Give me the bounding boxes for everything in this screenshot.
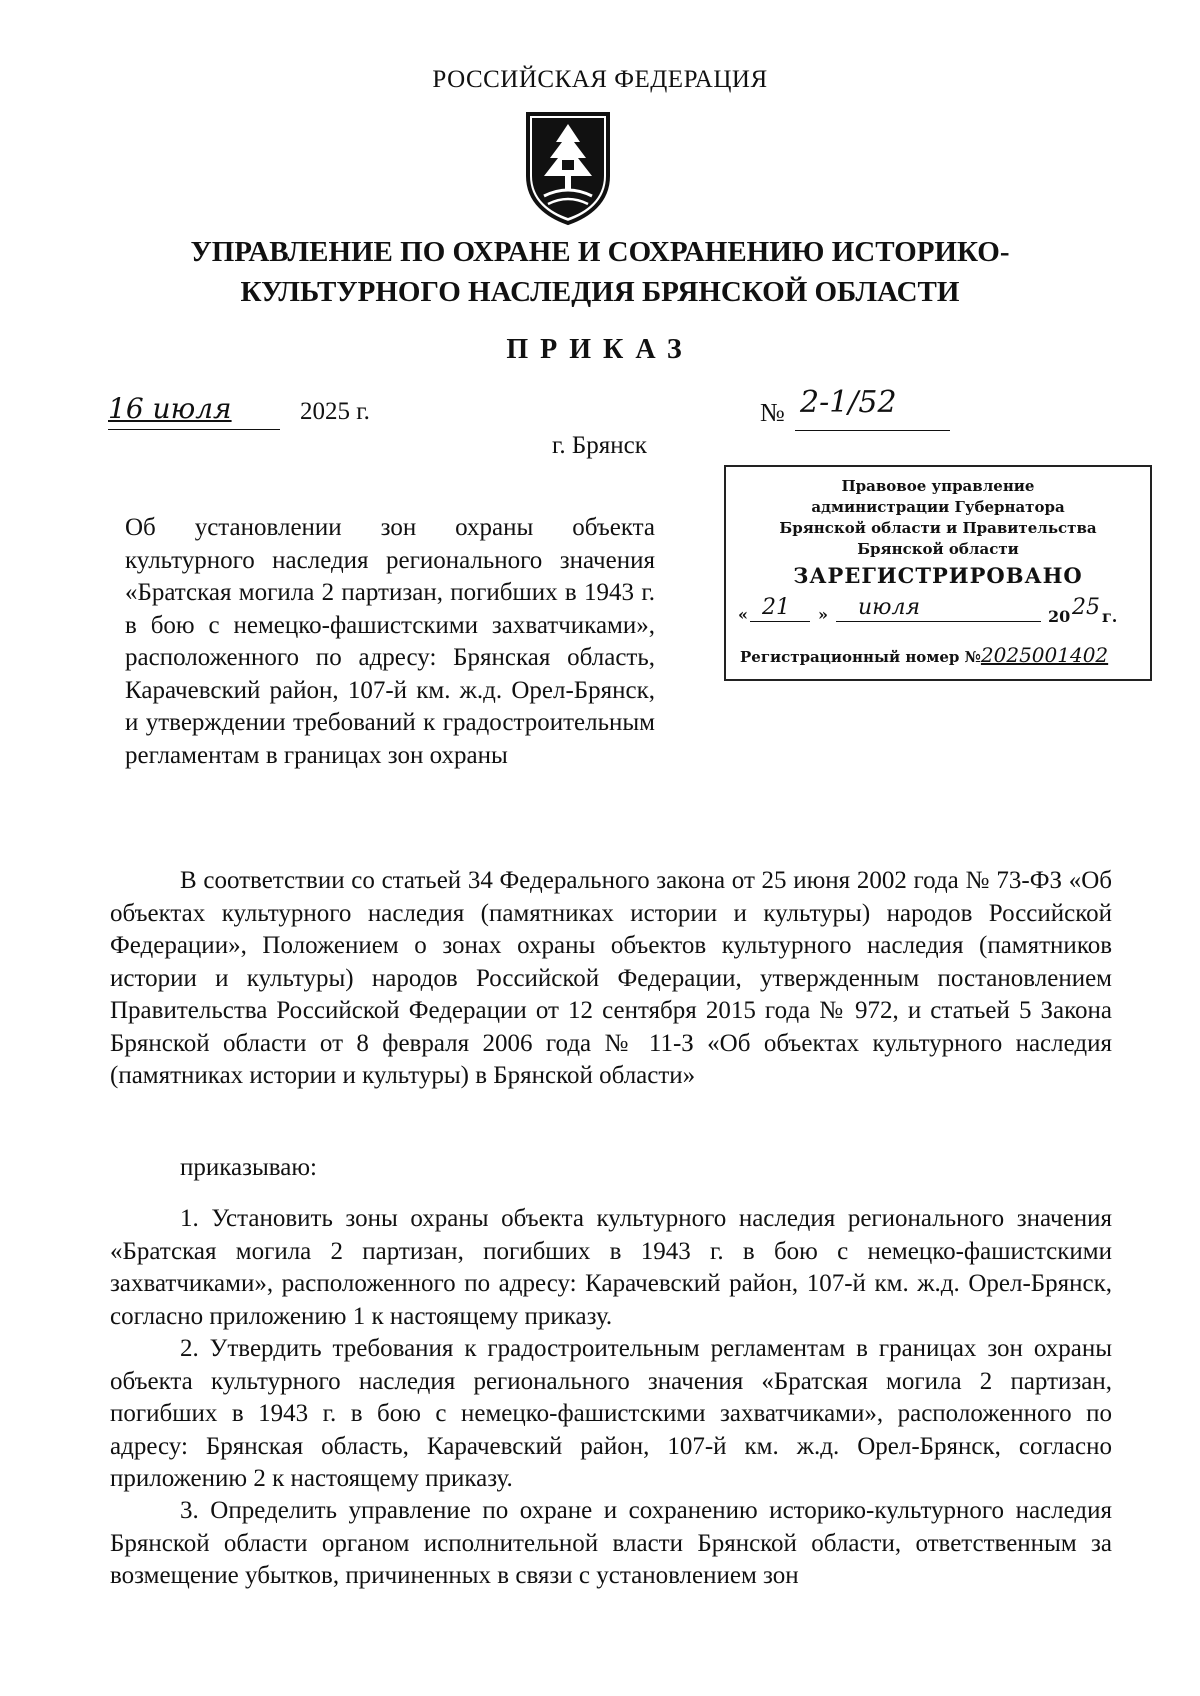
order-date-handwritten: 16 июля — [108, 392, 232, 425]
registration-stamp — [724, 465, 1152, 681]
agency-name-line1: УПРАВЛЕНИЕ ПО ОХРАНЕ И СОХРАНЕНИЮ ИСТОРИКО- — [190, 236, 1010, 268]
stamp-regnum-label: Регистрационный номер № — [740, 648, 981, 666]
order-number-handwritten: 2-1/52 — [800, 385, 897, 420]
order-item-2: 2. Утвердить требования к градостроительным регламентам в границах зон охраны объекта культурного наследия регионального значения «Братская могила 2 партизан, погибших в 1943 г. в бою с немецко-фашистскими захватчиками», расположенного по адресу: Брянская область, Карачевский район, 107-й км. ж.д. Орел-Брянск, согласно приложению 2 к настоящему приказу. — [110, 1335, 1112, 1492]
stamp-line2: администрации Губернатора — [811, 498, 1065, 516]
stamp-line3: Брянской области и Правительства — [779, 519, 1097, 537]
order-year: 2025 г. — [300, 398, 370, 425]
decree-word: приказываю: — [180, 1154, 317, 1181]
country-heading: РОССИЙСКАЯ ФЕДЕРАЦИЯ — [432, 66, 768, 93]
order-number-label: № — [760, 398, 785, 427]
order-number-underline — [795, 430, 950, 431]
stamp-date-close: » — [818, 605, 828, 624]
stamp-year-suffix: г. — [1102, 607, 1118, 626]
stamp-year-handwritten: 25 — [1072, 595, 1100, 620]
stamp-line4: Брянской области — [857, 540, 1019, 558]
stamp-line1: Правовое управление — [841, 477, 1035, 495]
bryansk-coat-of-arms-icon — [522, 110, 614, 226]
stamp-registered: ЗАРЕГИСТРИРОВАНО — [793, 563, 1083, 588]
stamp-day-handwritten: 21 — [762, 595, 790, 620]
stamp-regnum-handwritten: 2025001402 — [980, 643, 1109, 667]
document-subject: Об установлении зон охраны объекта культурного наследия регионального значения «Братская могила 2 партизан, погибших в 1943 г. в бою с немецко-фашистскими захватчиками», расположенного по адресу: Брянская область, Карачевский район, 107-й км. ж.д. Орел-Брянск, и утверждении требований к градостроительным регламентам в границах зон охраны — [125, 514, 655, 769]
preamble-paragraph: В соответствии со статьей 34 Федерального закона от 25 июня 2002 года № 73-ФЗ «Об объектах культурного наследия (памятниках истории и культуры) народов Российской Федерации», Положением о зонах охраны объектов культурного наследия (памятников истории и культуры) народов Российской Федерации, утвержденным постановлением Правительства Российской Федерации от 12 сентября 2015 года № 972, и статьей 5 Закона Брянской области от 8 февраля 2006 года № 11-З «Об объектах культурного наследия (памятниках истории и культуры) в Брянской области» — [110, 867, 1112, 1089]
order-item-1: 1. Установить зоны охраны объекта культурного наследия регионального значения «Братская могила 2 партизан, погибших в 1943 г. в бою с немецко-фашистскими захватчиками», расположенного по адресу: Карачевский район, 107-й км. ж.д. Орел-Брянск, согласно приложению 1 к настоящему приказу. — [110, 1205, 1112, 1330]
agency-name — [150, 232, 1050, 312]
order-item-3: 3. Определить управление по охране и сохранению историко-культурного наследия Брянской области органом исполнительной власти Брянской области, ответственным за возмещение убытков, причиненных в связи с установлением зон — [110, 1497, 1112, 1589]
stamp-year-prefix: 20 — [1048, 607, 1071, 626]
stamp-date-open: « — [738, 605, 748, 624]
document-type: ПРИКАЗ — [506, 334, 694, 365]
order-date-underline — [108, 429, 280, 430]
agency-name-line2: КУЛЬТУРНОГО НАСЛЕДИЯ БРЯНСКОЙ ОБЛАСТИ — [240, 276, 960, 308]
stamp-registration-number — [740, 643, 1108, 667]
stamp-month-handwritten: июля — [858, 595, 921, 620]
city: г. Брянск — [552, 432, 647, 459]
